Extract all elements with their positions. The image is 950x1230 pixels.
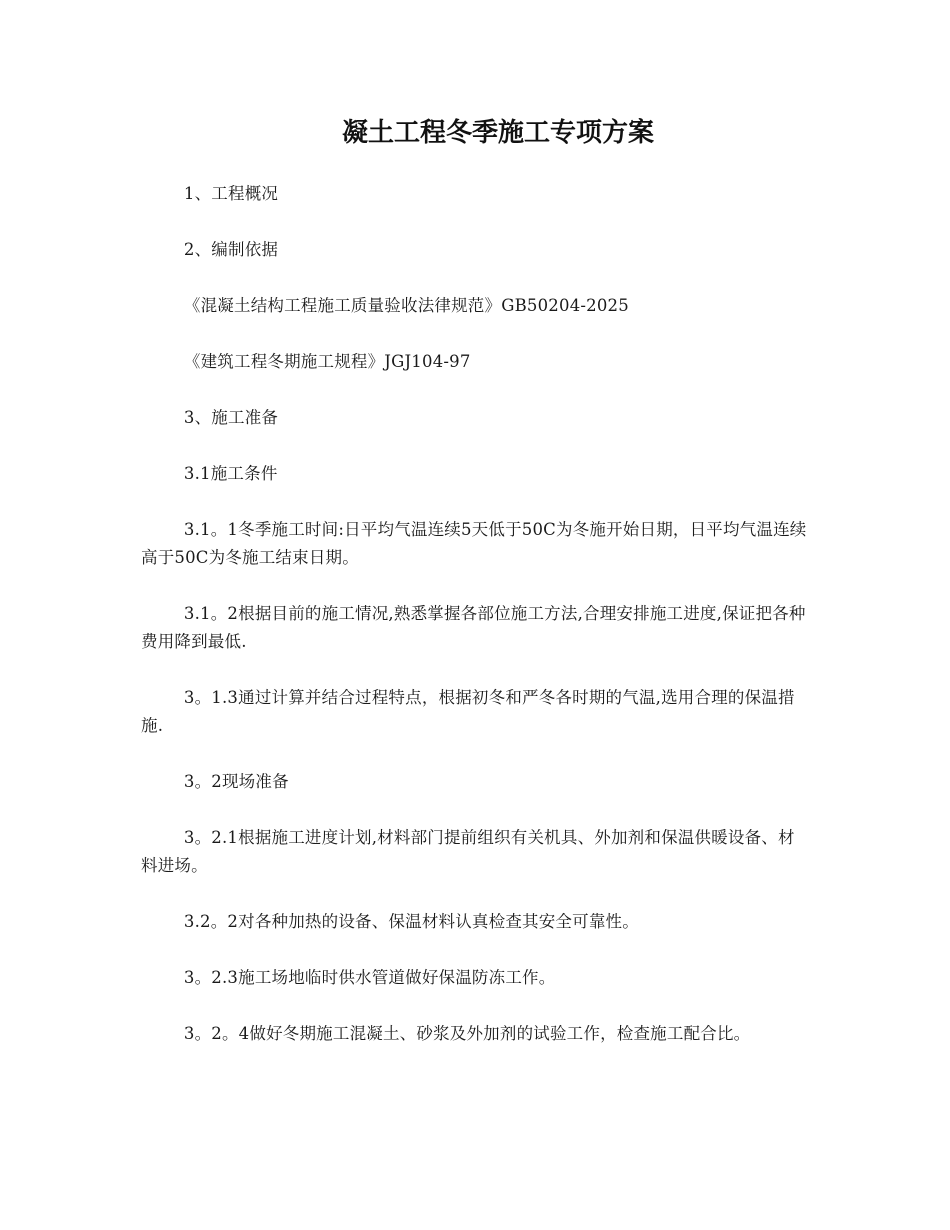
paragraph-3-2-1: 3。2.1根据施工进度计划,材料部门提前组织有关机具、外加剂和保温供暖设备、材料进场。 — [141, 828, 795, 875]
subsection-heading-site: 3。2现场准备 — [183, 772, 289, 791]
paragraph-3-2-3: 3。2.3施工场地临时供水管道做好保温防冻工作。 — [183, 968, 556, 987]
paragraph-3-2-4: 3。2。4做好冬期施工混凝土、砂浆及外加剂的试验工作，检查施工配合比。 — [183, 1024, 751, 1043]
section-heading-overview: 1、工程概况 — [183, 184, 279, 203]
document-body — [141, 180, 811, 1076]
reference-standard-gb: 《混凝土结构工程施工质量验收法律规范》GB50204-2025 — [183, 296, 629, 315]
reference-standard-jgj: 《建筑工程冬期施工规程》JGJ104-97 — [183, 352, 471, 371]
document-title: 凝土工程冬季施工专项方案 — [341, 118, 654, 148]
section-heading-preparation: 3、施工准备 — [183, 408, 279, 427]
paragraph-3-1-2: 3.1。2根据目前的施工情况,熟悉掌握各部位施工方法,合理安排施工进度,保证把各种费用降到最低. — [141, 604, 806, 651]
paragraph-3-1-3: 3。1.3通过计算并结合过程特点，根据初冬和严冬各时期的气温,选用合理的保温措施. — [141, 688, 795, 735]
paragraph-3-2-2: 3.2。2对各种加热的设备、保温材料认真检查其安全可靠性。 — [183, 912, 639, 931]
section-heading-basis: 2、编制依据 — [183, 240, 279, 259]
subsection-heading-conditions: 3.1施工条件 — [183, 464, 278, 483]
paragraph-3-1-1: 3.1。1冬季施工时间:日平均气温连续5天低于50C为冬施开始日期，日平均气温连续高于50C为冬施工结束日期。 — [141, 520, 807, 567]
